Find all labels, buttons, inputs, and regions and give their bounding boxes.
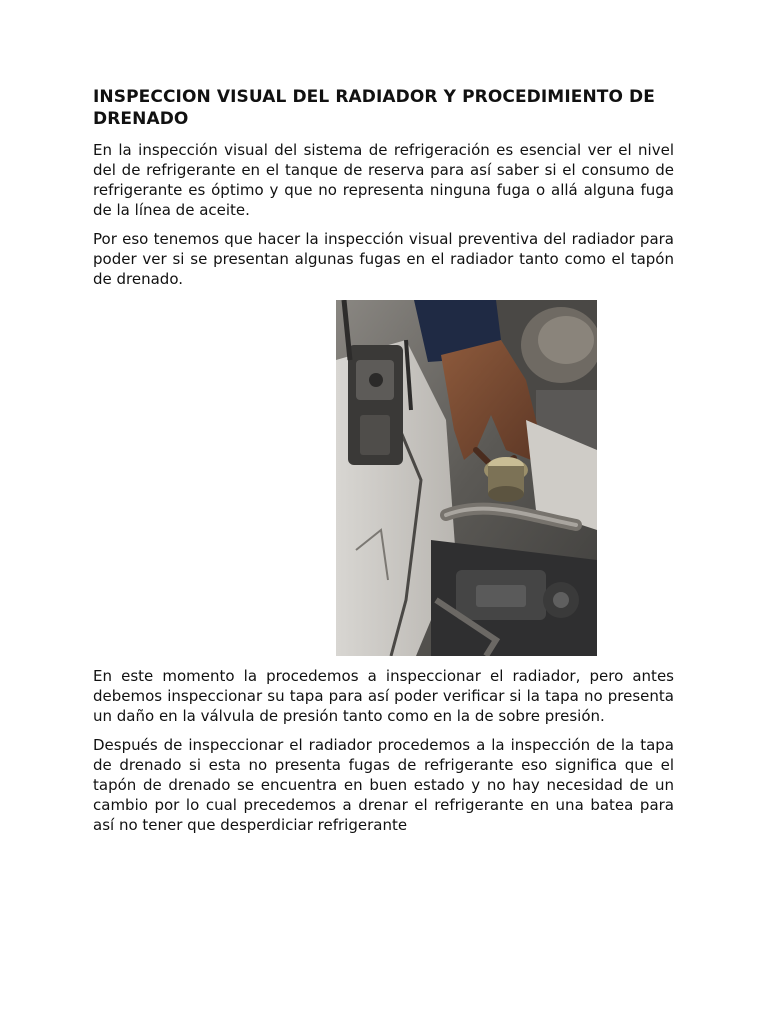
paragraph-intro: En la inspección visual del sistema de refrigeración es esencial ver el nivel del de refrigerante en el tanque de reserva para así saber si el consumo de refrigerante es óptimo y que no representa ninguna fuga o allá alguna fuga de la línea de aceite. [93, 141, 674, 219]
paragraph-cap-inspection: En este momento la procedemos a inspeccionar el radiador, pero antes debemos inspeccionar su tapa para así poder verificar si la tapa no presenta un daño en la válvula de presión tanto como en la de sobre presión. [93, 667, 674, 725]
document-title: INSPECCION VISUAL DEL RADIADOR Y PROCEDIMIENTO DE DRENADO [93, 87, 655, 129]
radiator-cap-photo [336, 300, 597, 656]
document-page [93, 86, 674, 844]
paragraph-drain-inspection: Después de inspeccionar el radiador procedemos a la inspección de la tapa de drenado si esta no presenta fugas de refrigerante eso significa que el tapón de drenado se encuentra en buen estado y no hay necesidad de un cambio por lo cual precedemos a drenar el refrigerante en una batea para así no tener que desperdiciar refrigerante [93, 736, 674, 834]
paragraph-preventive: Por eso tenemos que hacer la inspección visual preventiva del radiador para poder ver si se presentan algunas fugas en el radiador tanto como el tapón de drenado. [93, 230, 674, 288]
photo-container [93, 300, 674, 656]
